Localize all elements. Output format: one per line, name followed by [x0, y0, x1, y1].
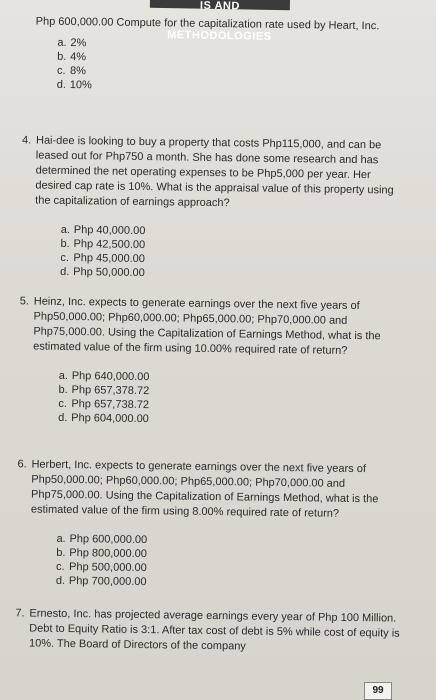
question-6-choices	[56, 532, 403, 593]
question-7	[15, 606, 402, 656]
choice-text: 10%	[69, 78, 92, 92]
choice-letter: b.	[57, 50, 67, 63]
question-3-continuation	[35, 15, 406, 97]
choice-letter: c.	[56, 560, 65, 573]
choice-text: Php 600,000.00	[69, 533, 148, 547]
choice-letter: d.	[58, 411, 68, 424]
choice-text: Php 657,378.72	[71, 384, 150, 398]
choice-text: Php 604,000.00	[71, 412, 149, 426]
choice-letter: d.	[56, 78, 67, 91]
question-4	[20, 133, 408, 283]
question-5	[18, 294, 406, 429]
choice-letter: c.	[60, 251, 70, 264]
choice-text: 8%	[69, 64, 87, 78]
choice-letter: b.	[56, 546, 66, 559]
choice-text: Php 42,500.00	[73, 238, 146, 252]
running-header: IS AND METHODOLOGIES	[150, 0, 290, 10]
page-number: 99	[364, 682, 392, 700]
question-number: 4.	[21, 134, 32, 147]
choice-letter: d.	[60, 265, 70, 278]
choice-letter: c.	[56, 64, 66, 77]
choice-text: Php 40,000.00	[73, 224, 146, 238]
question-text: Heinz, Inc. expects to generate earnings over the next five years of Php50,000.00; Php60,000.00; Php65,000.00; Php70,000.00 and Php75,000.00. Using the Capitalization of Earnings Method, what is the estimated value of the firm using 10.00% required rate of return?	[33, 295, 381, 357]
choice-text: Php 657,738.72	[71, 398, 150, 412]
question-3-choices	[57, 36, 406, 97]
choice-text: Php 640,000.00	[71, 370, 150, 384]
choice-letter: b.	[58, 383, 68, 396]
question-number: 5.	[19, 295, 30, 308]
question-4-choices	[60, 223, 407, 284]
question-text: Ernesto, Inc. has projected average earnings every year of Php 100 Million. Debt to Equity Ratio is 3:1. After tax cost of debt is 5% while cost of equity is 10%. The Board of Directors of the company	[28, 607, 400, 653]
question-3-text: Php 600,000.00 Compute for the capitalization rate used by Heart, Inc.	[35, 15, 380, 33]
question-5-choices	[58, 369, 405, 430]
choice-letter: c.	[58, 397, 68, 410]
question-text: Herbert, Inc. expects to generate earnings over the next five years of Php50,000.00; Php60,000.00; Php65,000.00; Php70,000.00 and Php75,000.00. Using the Capitalization of Earnings Method, what is the estimated value of the firm using 8.00% required rate of return?	[30, 458, 379, 520]
choice-text: Php 45,000.00	[73, 252, 146, 266]
choice-text: 2%	[70, 36, 87, 50]
choice-text: Php 50,000.00	[73, 266, 145, 280]
question-number: 6.	[17, 458, 27, 471]
choice-letter: a.	[60, 223, 71, 236]
question-number: 7.	[15, 607, 25, 620]
choice-letter: a.	[56, 532, 66, 545]
question-text: Hai-dee is looking to buy a property that costs Php115,000, and can be leased out for Php750 a month. She has done some research and has determined the net operating expenses to be Php5,000 per year. Her desired cap rate is 10%. What is the appraisal value of this property using the capitalization of earnings approach?	[35, 134, 394, 210]
question-6	[16, 457, 404, 592]
choice-letter: a.	[57, 36, 67, 49]
choice-text: Php 700,000.00	[68, 575, 147, 589]
choice-text: Php 500,000.00	[69, 561, 147, 575]
choice-letter: a.	[58, 369, 69, 382]
choice-text: Php 800,000.00	[69, 547, 148, 561]
choice-letter: b.	[60, 237, 70, 250]
choice-letter: d.	[55, 574, 66, 587]
choice-text: 4%	[70, 50, 87, 64]
